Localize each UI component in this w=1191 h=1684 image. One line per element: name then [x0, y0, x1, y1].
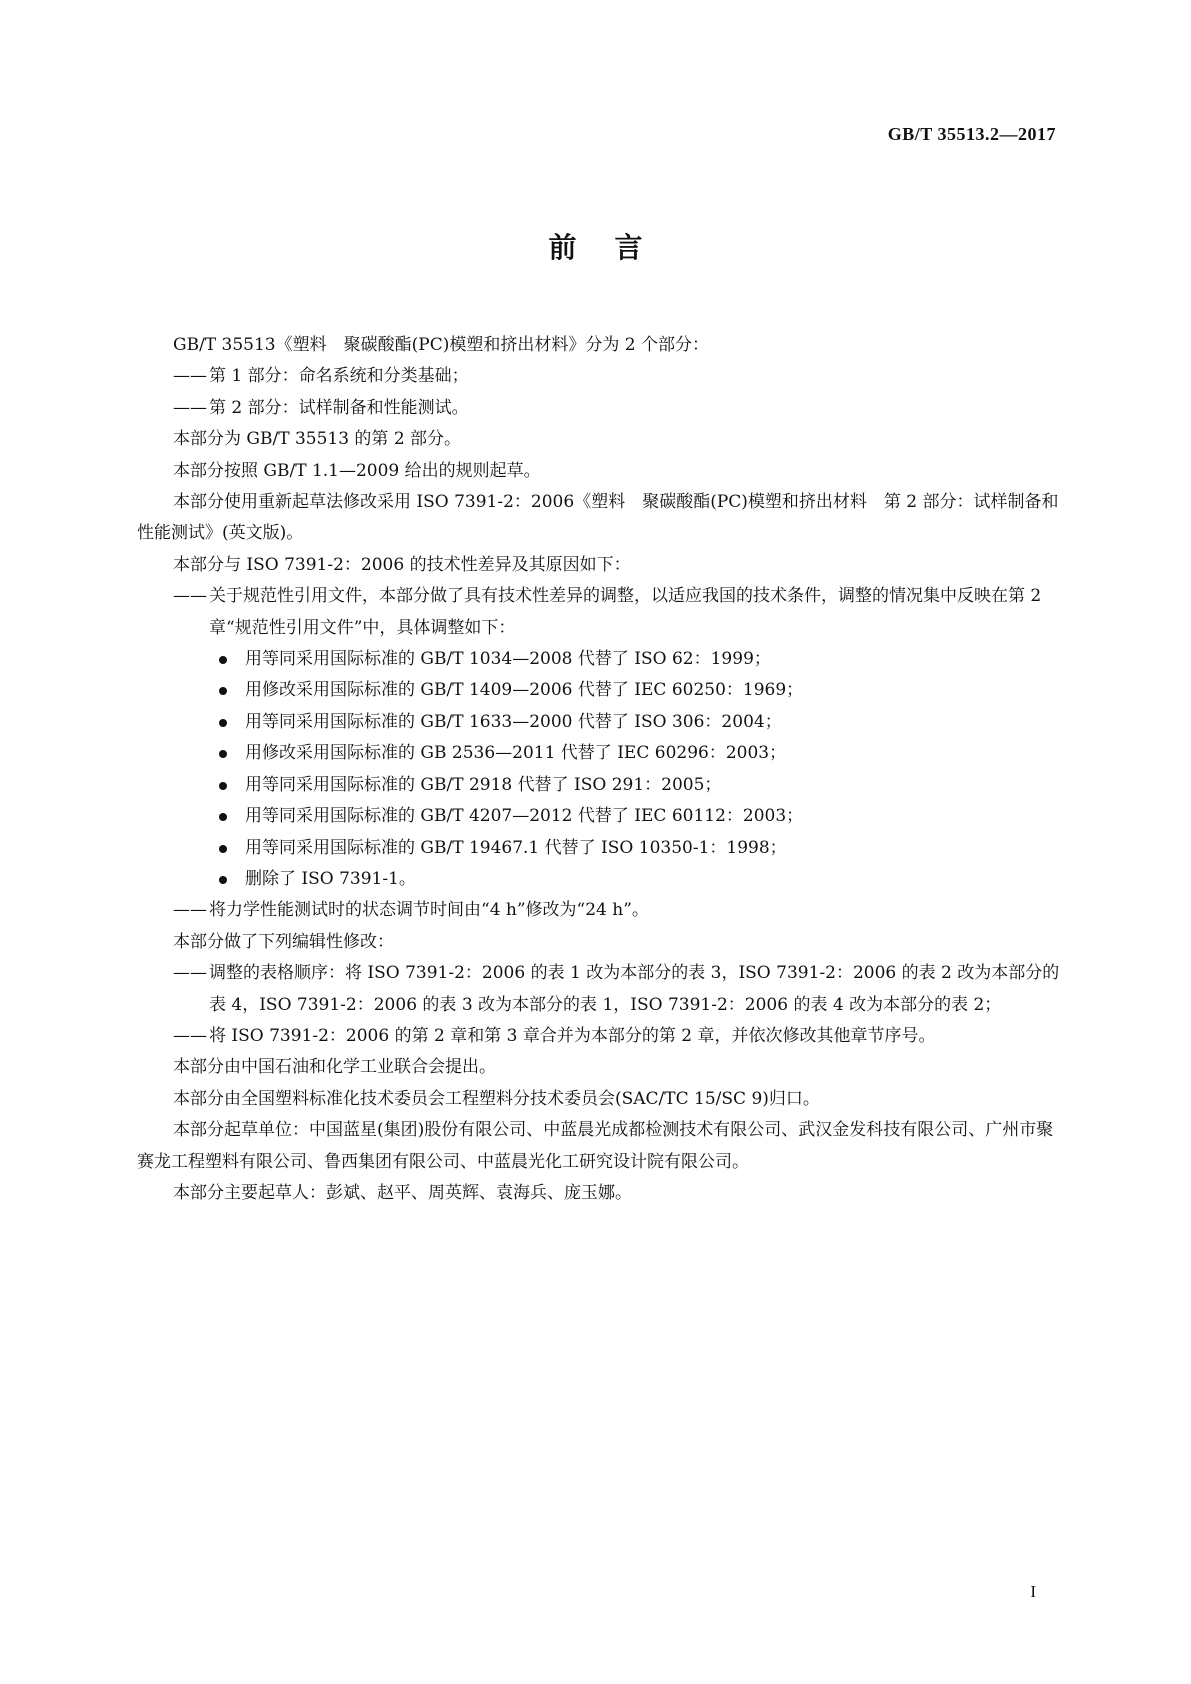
dash-item [173, 1021, 1062, 1052]
bullet-icon [219, 845, 227, 853]
dash-item-text: 关于规范性引用文件，本部分做了具有技术性差异的调整，以适应我国的技术条件，调整的情况集中反映在第 2 章“规范性引用文件”中，具体调整如下： [209, 586, 1042, 638]
dash-item [173, 895, 1062, 926]
paragraph: 本部分与 ISO 7391-2：2006 的技术性差异及其原因如下： [173, 554, 631, 575]
dash-marker: —— [173, 366, 207, 387]
page-number: I [1030, 1582, 1036, 1601]
page-title: 前言 [548, 231, 681, 264]
bullet-text: 用等同采用国际标准的 GB/T 19467.1 代替了 ISO 10350-1：1998； [245, 837, 787, 858]
dash-item-text: 将 ISO 7391-2：2006 的第 2 章和第 3 章合并为本部分的第 2 章，并依次修改其他章节序号。 [209, 1025, 936, 1046]
bullet-item [137, 801, 1062, 832]
bullet-item [137, 864, 1062, 895]
bullet-icon [219, 876, 227, 884]
bullet-text: 用修改采用国际标准的 GB 2536—2011 代替了 IEC 60296：2003； [245, 743, 787, 764]
dash-marker: —— [173, 963, 207, 984]
dash-marker: —— [173, 900, 207, 921]
bullet-text: 用等同采用国际标准的 GB/T 2918 代替了 ISO 291：2005； [245, 774, 722, 795]
paragraph: 本部分起草单位：中国蓝星(集团)股份有限公司、中蓝晨光成都检测技术有限公司、武汉金发科技有限公司、广州市聚赛龙工程塑料有限公司、鲁西集团有限公司、中蓝晨光化工研究设计院有限公司。 [137, 1120, 1054, 1172]
bullet-item [137, 675, 1062, 706]
dash-item [173, 958, 1062, 1021]
bullet-icon [219, 782, 227, 790]
bullet-icon [219, 656, 227, 664]
bullet-text: 用修改采用国际标准的 GB/T 1409—2006 代替了 IEC 60250：1969； [245, 680, 804, 701]
paragraph: 本部分主要起草人：彭斌、赵平、周英辉、袁海兵、庞玉娜。 [173, 1182, 632, 1203]
paragraph: 本部分由全国塑料标准化技术委员会工程塑料分技术委员会(SAC/TC 15/SC 9)归口。 [173, 1088, 820, 1109]
dash-marker: —— [173, 1025, 207, 1046]
paragraph: 本部分做了下列编辑性修改： [173, 931, 394, 952]
document-body [137, 330, 1062, 1209]
bullet-text: 用等同采用国际标准的 GB/T 1034—2008 代替了 ISO 62：1999； [245, 649, 771, 670]
bullet-icon [219, 813, 227, 821]
dash-item-text: 将力学性能测试时的状态调节时间由“4 h”修改为“24 h”。 [209, 900, 649, 921]
dash-item-text: 调整的表格顺序：将 ISO 7391-2：2006 的表 1 改为本部分的表 3，ISO 7391-2：2006 的表 2 改为本部分的表 4，ISO 7391-2：2006 的表 3 改为本部分的表 1，ISO 7391-2：2006 的表 4 改为本部分的表 2； [209, 963, 1060, 1015]
bullet-text: 删除了 ISO 7391-1。 [245, 868, 416, 889]
paragraph: GB/T 35513《塑料 聚碳酸酯(PC)模塑和挤出材料》分为 2 个部分： [173, 335, 709, 355]
bullet-item [137, 833, 1062, 864]
standard-number: GB/T 35513.2—2017 [887, 124, 1056, 144]
paragraph: 本部分按照 GB/T 1.1—2009 给出的规则起草。 [173, 460, 541, 481]
bullet-icon [219, 750, 227, 758]
dash-marker: —— [173, 586, 207, 607]
bullet-icon [219, 687, 227, 695]
bullet-item [137, 707, 1062, 738]
paragraph: 本部分使用重新起草法修改采用 ISO 7391-2：2006《塑料 聚碳酸酯(PC)模塑和挤出材料 第 2 部分：试样制备和性能测试》(英文版)。 [137, 492, 1059, 544]
bullet-text: 用等同采用国际标准的 GB/T 1633—2000 代替了 ISO 306：2004； [245, 711, 782, 732]
bullet-item [137, 644, 1062, 675]
paragraph: 本部分为 GB/T 35513 的第 2 部分。 [173, 429, 462, 450]
bullet-icon [219, 719, 227, 727]
dash-item-text: 第 2 部分：试样制备和性能测试。 [209, 397, 469, 418]
dash-item-text: 第 1 部分：命名系统和分类基础； [209, 366, 469, 387]
paragraph: 本部分由中国石油和化学工业联合会提出。 [173, 1057, 496, 1078]
dash-marker: —— [173, 397, 207, 418]
bullet-text: 用等同采用国际标准的 GB/T 4207—2012 代替了 IEC 60112：2003； [245, 806, 804, 827]
dash-item [173, 361, 1062, 392]
dash-item [173, 581, 1062, 644]
dash-item [173, 393, 1062, 424]
bullet-item [137, 770, 1062, 801]
bullet-item [137, 738, 1062, 769]
